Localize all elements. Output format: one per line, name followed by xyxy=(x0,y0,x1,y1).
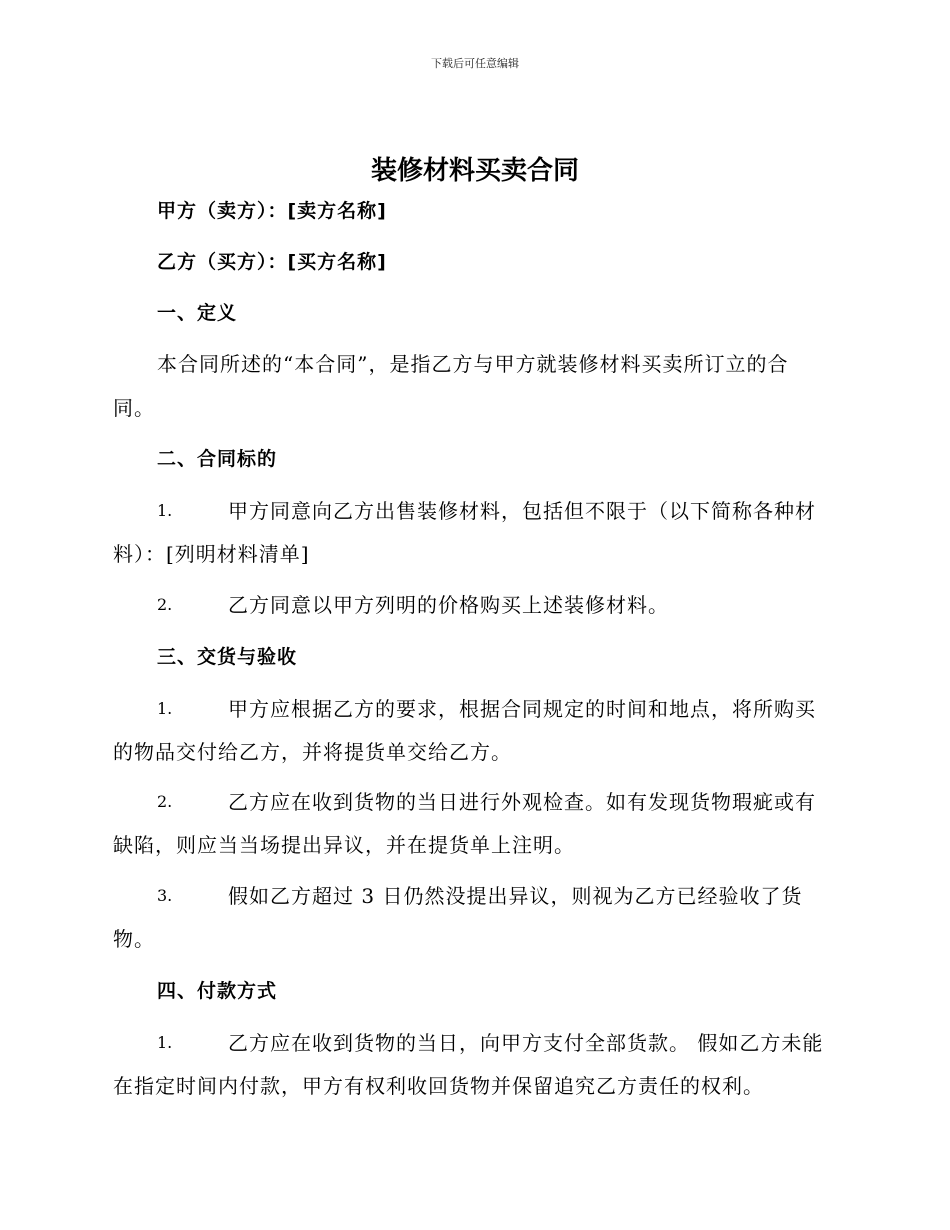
item-number: 1. xyxy=(157,501,173,520)
section-heading-delivery: 三、交货与验收 xyxy=(157,646,298,668)
item-text: 甲方应根据乙方的要求，根据合同规定的时间和地点，将所购买 xyxy=(228,697,816,721)
item-number: 2. xyxy=(157,595,173,614)
paragraph-line: 同。 xyxy=(113,396,155,420)
item-text: 假如乙方超过 3 日仍然没提出异议，则视为乙方已经验收了货 xyxy=(228,884,803,908)
item-text: 缺陷，则应当当场提出异议，并在提货单上注明。 xyxy=(113,833,575,857)
item-text: 乙方应在收到货物的当日进行外观检查。如有发现货物瑕疵或有 xyxy=(228,790,816,814)
paragraph-line: 本合同所述的“本合同”，是指乙方与甲方就装修材料买卖所订立的合 xyxy=(157,352,789,376)
section-heading-payment: 四、付款方式 xyxy=(157,980,278,1002)
item-text: 在指定时间内付款，甲方有权利收回货物并保留追究乙方责任的权利。 xyxy=(113,1074,764,1098)
item-text: 的物品交付给乙方，并将提货单交给乙方。 xyxy=(113,740,512,764)
party-b-line: 乙方（买方）：[买方名称] xyxy=(157,251,387,273)
item-text: 乙方同意以甲方列明的价格购买上述装修材料。 xyxy=(228,593,669,617)
header-note: 下载后可任意编辑 xyxy=(431,57,519,70)
section-heading-subject: 二、合同标的 xyxy=(157,448,278,470)
party-a-line: 甲方（卖方）：[卖方名称] xyxy=(157,200,387,222)
item-text: 物。 xyxy=(113,927,155,951)
item-number: 1. xyxy=(157,699,173,718)
item-text: 乙方应在收到货物的当日，向甲方支付全部货款。 假如乙方未能 xyxy=(228,1031,824,1055)
item-number: 2. xyxy=(157,792,173,811)
section-heading-definition: 一、定义 xyxy=(157,302,238,324)
item-text: 甲方同意向乙方出售装修材料，包括但不限于（以下简称各种材 xyxy=(228,499,816,523)
item-number: 3. xyxy=(157,886,173,905)
document-title: 装修材料买卖合同 xyxy=(370,156,579,186)
item-number: 1. xyxy=(157,1033,173,1052)
item-text: 料）：[列明材料清单] xyxy=(113,542,310,566)
